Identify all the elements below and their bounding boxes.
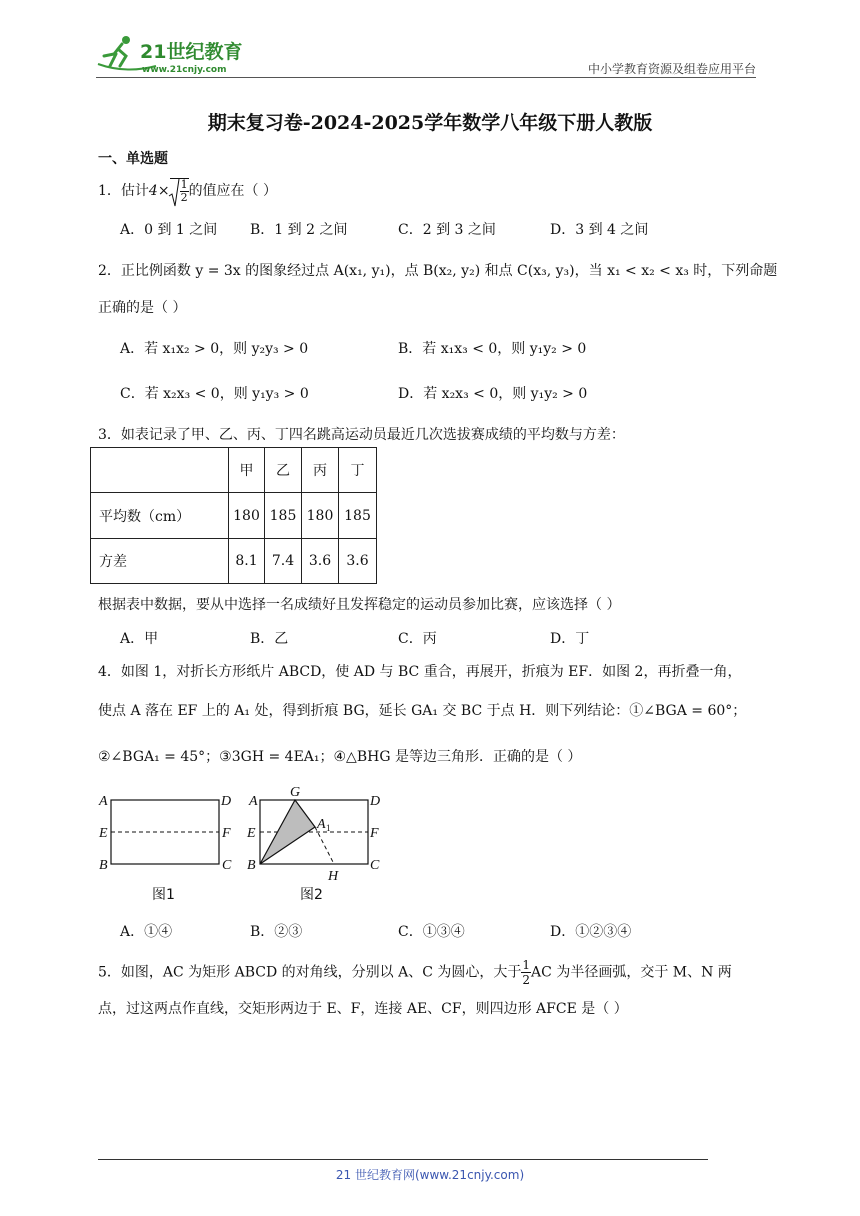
q1-option-b[interactable]: B．1 到 2 之间 [250, 222, 348, 238]
fig2-caption: 图2 [300, 887, 323, 903]
table-header-cell: 丁 [339, 448, 377, 493]
site-logo [96, 34, 261, 76]
fig2-label-a1: A [317, 817, 326, 832]
q2-option-b[interactable]: B．若 x₁x₃ < 0，则 y₁y₂ > 0 [398, 341, 587, 357]
fig2-label-h: H [328, 869, 339, 884]
page-title: 期末复习卷-2024-2025学年数学八年级下册人教版 [207, 112, 653, 134]
question-4-line2: 使点 A 落在 EF 上的 A₁ 处，得到折痕 BG，延长 GA₁ 交 BC 于点 H．则下列结论：①∠BGA = 60°； [98, 703, 747, 719]
table-row [91, 493, 377, 539]
table-cell: 平均数（cm） [91, 493, 229, 539]
table-cell: 7.4 [265, 539, 302, 584]
q2-option-d[interactable]: D．若 x₂x₃ < 0，则 y₁y₂ > 0 [398, 386, 588, 402]
table-header-cell: 乙 [265, 448, 302, 493]
q3-option-b[interactable]: B．乙 [250, 631, 289, 647]
fig1-label-d: D [221, 794, 232, 809]
q3-option-c[interactable]: C．丙 [398, 631, 437, 647]
q1-option-a[interactable]: A．0 到 1 之间 [120, 222, 218, 238]
table-header-row [91, 448, 377, 493]
table-cell: 185 [265, 493, 302, 539]
question-3-question: 根据表中数据，要从中选择一名成绩好且发挥稳定的运动员参加比赛，应该选择（ ） [98, 597, 621, 613]
table-cell: 3.6 [339, 539, 377, 584]
question-5-line1: 5．如图，AC 为矩形 ABCD 的对角线，分别以 A、C 为圆心，大于 $\frac{1}{2}$ AC 为半径画弧，交于 M、N 两 [98, 958, 732, 987]
fig2-label-f: F [370, 826, 379, 841]
table-cell: 180 [229, 493, 265, 539]
table-header-cell: 甲 [229, 448, 265, 493]
fig2-label-e: E [247, 826, 256, 841]
question-5-line2: 点，过这两点作直线，交矩形两边于 E、F，连接 AE、CF，则四边形 AFCE 是（ ） [98, 1001, 628, 1017]
fig1-label-b: B [99, 858, 108, 873]
fig1-label-c: C [222, 858, 232, 873]
table-row [91, 539, 377, 584]
fig2-label-a1-sub: 1 [326, 823, 331, 833]
q4-figures [94, 786, 394, 906]
table-header-cell: 丙 [302, 448, 339, 493]
table-cell: 3.6 [302, 539, 339, 584]
svg-text:www.21cnjy.com: www.21cnjy.com [142, 65, 227, 75]
table-cell [91, 448, 229, 493]
q1-option-c[interactable]: C．2 到 3 之间 [398, 222, 496, 238]
footer-link[interactable]: 21 世纪教育网(www.21cnjy.com) [335, 1168, 525, 1182]
section-heading: 一、单选题 [98, 151, 168, 167]
table-cell: 8.1 [229, 539, 265, 584]
fig1-label-e: E [99, 826, 108, 841]
fig2-label-g: G [290, 786, 301, 800]
q4-option-c[interactable]: C．①③④ [398, 924, 465, 940]
fig1-caption: 图1 [152, 887, 175, 903]
fig2-label-a: A [249, 794, 258, 809]
question-2-line1: 2．正比例函数 y = 3x 的图象经过点 A(x₁, y₁)，点 B(x₂, y₂) 和点 C(x₃, y₃)，当 x₁ < x₂ < x₃ 时，下列命题 [98, 263, 778, 279]
q4-option-d[interactable]: D．①②③④ [550, 924, 632, 940]
table-cell: 185 [339, 493, 377, 539]
q3-option-a[interactable]: A．甲 [120, 631, 159, 647]
header-divider [96, 77, 756, 78]
fig2-label-c: C [370, 858, 380, 873]
q1-option-d[interactable]: D．3 到 4 之间 [550, 222, 649, 238]
q2-option-c[interactable]: C．若 x₂x₃ < 0，则 y₁y₃ > 0 [120, 386, 309, 402]
footer-divider [98, 1159, 708, 1160]
table-cell: 方差 [91, 539, 229, 584]
table-cell: 180 [302, 493, 339, 539]
q3-option-d[interactable]: D．丁 [550, 631, 590, 647]
fig1-label-f: F [222, 826, 231, 841]
question-2-line2: 正确的是（ ） [98, 300, 187, 316]
svg-text:21世纪教育: 21世纪教育 [140, 41, 243, 63]
fig1-label-a: A [99, 794, 108, 809]
platform-name: 中小学教育资源及组卷应用平台 [587, 62, 756, 76]
q4-option-b[interactable]: B．②③ [250, 924, 303, 940]
q2-option-a[interactable]: A．若 x₁x₂ > 0，则 y₂y₃ > 0 [120, 341, 309, 357]
fig2-label-d: D [370, 794, 381, 809]
question-4-line1: 4．如图 1，对折长方形纸片 ABCD，使 AD 与 BC 重合，再展开，折痕为 EF．如图 2，再折叠一角， [98, 664, 742, 680]
score-table [90, 447, 377, 584]
question-3-stem: 3．如表记录了甲、乙、丙、丁四名跳高运动员最近几次选拔赛成绩的平均数与方差： [98, 427, 625, 443]
question-1-stem: 1．估计4× $\frac{1}{2}$ 的值应在（ ） [98, 178, 278, 204]
q4-option-a[interactable]: A．①④ [120, 924, 173, 940]
question-4-line3: ②∠BGA₁ = 45°；③3GH = 4EA₁；④△BHG 是等边三角形．正确的是（ ） [98, 749, 582, 765]
fig2-label-b: B [247, 858, 256, 873]
